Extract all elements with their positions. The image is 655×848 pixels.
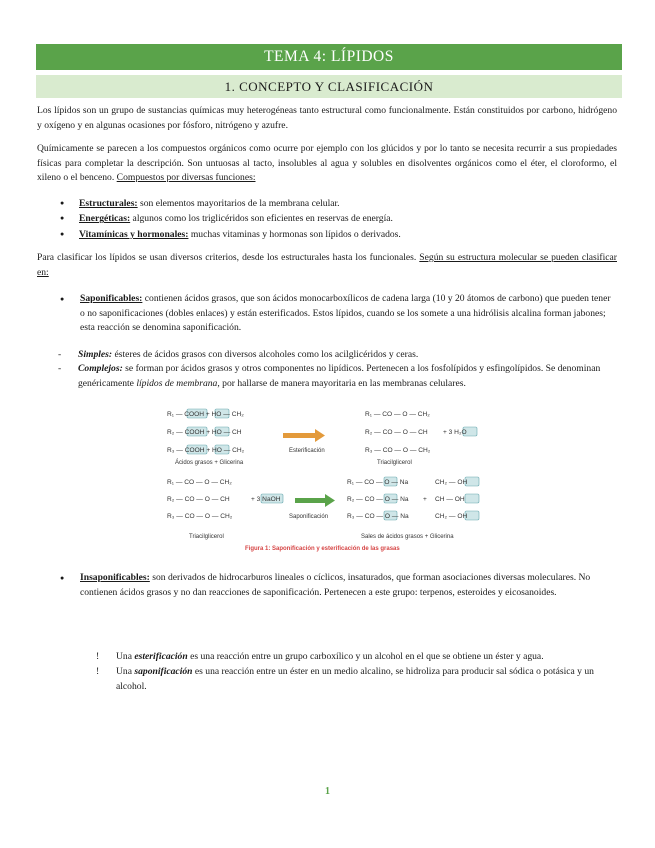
insaponificables-term: Insaponificables:	[80, 572, 150, 583]
dash-marker: -	[58, 349, 62, 360]
function-term: Vitamínicas y hormonales:	[79, 228, 189, 240]
eq-top-right-row-1: R₁ — CO — O — CH₂	[365, 411, 430, 418]
subtype-text: ésteres de ácidos grasos con diversos alcoholes como los acilglicéridos y ceras.	[112, 349, 419, 360]
eq-top-right-row-2: R₂ — CO — O — CH	[365, 429, 428, 436]
label-salts-glycerin: Sales de ácidos grasos + Glicerina	[361, 534, 454, 540]
plus-sign: +	[423, 496, 427, 503]
glycerol-row-1: CH₂ — OH	[435, 479, 468, 486]
note-term: saponificación	[134, 666, 193, 677]
water-product: + 3 H₂O	[443, 429, 467, 436]
list-item	[60, 227, 617, 242]
dash-marker: -	[58, 363, 62, 374]
list-item	[60, 196, 617, 211]
naoh-reagent: + 3 NaOH	[251, 496, 281, 503]
arrow-label-esterification: Esterificación	[289, 448, 325, 454]
saponificables-term: Saponificables:	[80, 293, 143, 304]
reactive-group-highlight	[465, 494, 479, 503]
note-saponification	[96, 665, 617, 694]
classification-text: Para clasificar los lípidos se usan diversos criterios, desde los estructurales hasta los funcionales.	[37, 252, 417, 263]
eq-top-left-row-2: R₂ — COOH + HO — CH	[167, 429, 242, 436]
note-marker: !	[96, 666, 100, 677]
insaponificables-text: son derivados de hidrocarburos lineales o cíclicos, insaturados, que forman asociaciones diversas moleculares. No contienen ácidos grasos y no dan reacciones de saponificación. Pertenecen a este grupo: terpenos, esteroides y eicosanoides.	[80, 572, 591, 598]
note-esterification	[96, 650, 617, 665]
arrow-label-saponification: Saponificación	[289, 514, 329, 520]
eq-top-left-row-1: R₁ — COOH + HO — CH₂	[167, 411, 244, 418]
subtype-term: Complejos:	[78, 363, 123, 374]
bullet-icon: ●	[60, 295, 65, 303]
functions-list	[60, 196, 617, 242]
note-marker: !	[96, 651, 100, 662]
list-item	[60, 211, 617, 226]
subtype-text-end: , por hallarse de manera mayoritaria en las membranas celulares.	[217, 377, 466, 389]
eq-top-left-row-3: R₃ — COOH + HO — CH₂	[167, 447, 245, 454]
function-term: Energéticas:	[79, 213, 131, 225]
note-text: es una reacción entre un grupo carboxílico y un alcohol en el que se obtiene un éster y agua.	[187, 651, 544, 662]
classification-lead: Según su estructura molecular se pueden clasificar en:	[37, 252, 617, 278]
label-triacylglycerol-top: Triacilglicerol	[377, 460, 412, 466]
subtype-italic: lípidos de membrana	[136, 377, 218, 389]
function-text: algunos como los triglicéridos son eficientes en reservas de energía.	[130, 213, 393, 225]
intro-paragraph-2-text: Químicamente se parecen a los compuestos orgánicos como ocurre por ejemplo con los glúcidos y por lo tanto se necesita recurrir a sus propiedades físicas para completar la descripción. Son untuosas al tacto, insolubles al agua y solubles en disolventes orgánicos como el éter, el cloroformo, el xileno o el benceno.	[37, 143, 617, 184]
eq-bottom-left-row-2: R₂ — CO — O — CH	[167, 496, 230, 503]
note-text: es una reacción entre un éster en un medio alcalino, se hidroliza para producir sal sódica o potásica y un alcohol.	[116, 666, 594, 692]
eq-bottom-left-row-1: R₁ — CO — O — CH₂	[167, 479, 232, 486]
functions-lead: Compuestos por diversas funciones:	[116, 172, 256, 184]
function-text: muchas vitaminas y hormonas son lípidos o derivados.	[188, 228, 401, 240]
saponificables-item	[60, 292, 617, 336]
subtype-text: se forman por ácidos grasos y otros componentes no lipídicos. Pertenecen a los fosfolípidos y esfingolípidos. Se denominan genéricamente	[78, 363, 601, 389]
intro-paragraph-1: Los lípidos son un grupo de sustancias químicas muy heterogéneas tanto estructural como funcionalmente. Están constituidos por carbono, hidrógeno y oxígeno y en algunas ocasiones por fósforo, nitrógeno y azufre.	[37, 105, 617, 131]
subtype-term: Simples:	[78, 349, 113, 360]
figure-caption: Figura 1: Saponificación y esterificación de las grasas	[245, 546, 400, 552]
classification-paragraph	[37, 251, 617, 280]
glycerol-row-2: CH — OH	[435, 496, 465, 503]
glycerol-row-3: CH₂ — OH	[435, 513, 468, 520]
section-heading: 1. CONCEPTO Y CLASIFICACIÓN	[36, 75, 622, 98]
subtype-simples	[58, 348, 617, 363]
eq-bottom-right-row-3: R₃ — CO — O — Na	[347, 513, 409, 520]
subtype-complejos	[58, 362, 617, 391]
saponification-arrow-icon	[295, 494, 335, 507]
note-pre: Una	[116, 666, 135, 677]
page-title: TEMA 4: LÍPIDOS	[36, 44, 622, 70]
label-triacylglycerol-bottom: Triacilglicerol	[189, 534, 224, 540]
bullet-icon: ●	[60, 574, 65, 582]
eq-bottom-right-row-2: R₂ — CO — O — Na	[347, 496, 409, 503]
label-fatty-acids-glycerin: Ácidos grasos + Glicerina	[175, 460, 244, 466]
saponificables-text: contienen ácidos grasos, que son ácidos monocarboxílicos de cadena larga (10 y 20 átomos de carbono) que pueden tener o no saponificaciones (dobles enlaces) y están esterificados. Estos lípidos, cuando se los somete a una hidrólisis alcalina forman jabones; esta reacción se denomina saponificación.	[80, 293, 611, 334]
note-term: esterificación	[134, 651, 188, 662]
eq-bottom-right-row-1: R₁ — CO — O — Na	[347, 479, 409, 486]
function-term: Estructurales:	[79, 198, 138, 209]
page-number: 1	[325, 786, 330, 797]
eq-top-right-row-3: R₃ — CO — O — CH₂	[365, 447, 431, 454]
reaction-figure	[165, 404, 490, 554]
esterification-arrow-icon	[283, 429, 325, 442]
function-text: son elementos mayoritarios de la membrana celular.	[137, 198, 340, 209]
note-pre: Una	[116, 651, 135, 662]
eq-bottom-left-row-3: R₃ — CO — O — CH₂	[167, 513, 233, 520]
insaponificables-item	[60, 571, 617, 600]
intro-paragraph-2	[37, 142, 617, 186]
